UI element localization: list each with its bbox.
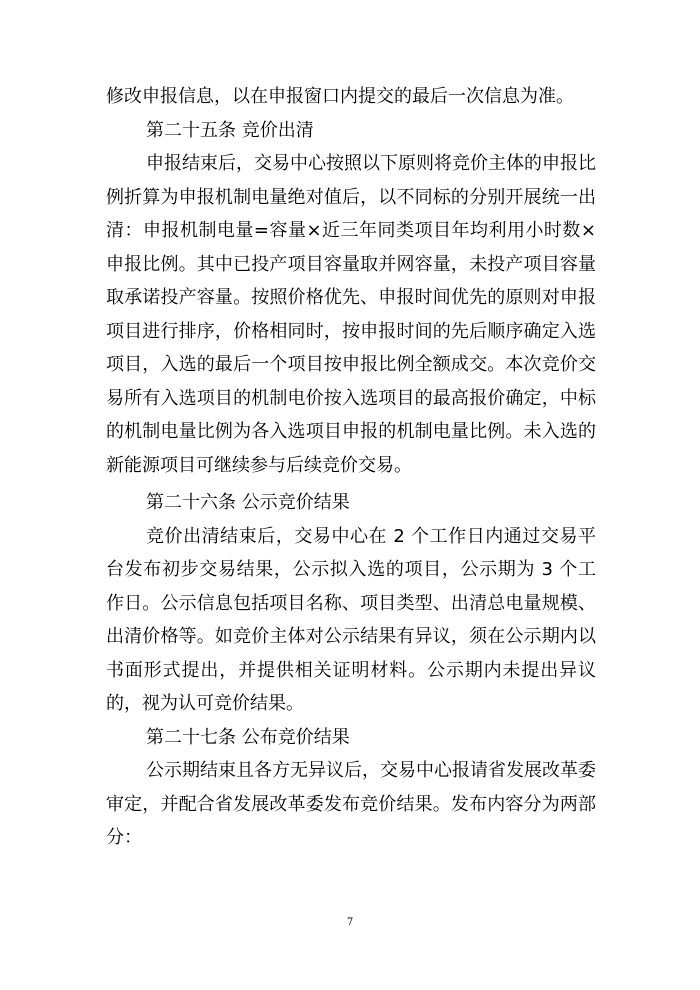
lead-paragraph: 修改申报信息，以在申报窗口内提交的最后一次信息为准。 — [106, 86, 574, 107]
article-27-heading: 第二十七条 公布竞价结果 — [146, 726, 350, 748]
article-26-paragraph: 竞价出清结束后，交易中心在 2 个工作日内通过交易平台发布初步交易结果，公示拟入选的项目，公示期为 3 个工作日。公示信息包括项目名称、项目类型、出清总电量规模、出清价格等。如竞价主体对公示结果有异议，须在公示期内以书面形式提出，并提供相关证明材料。公示期内未提出异议的，视为认可竞价结果。 — [106, 525, 596, 714]
page-number: 7 — [346, 917, 354, 928]
article-27-paragraph: 公示期结束且各方无异议后，交易中心报请省发展改革委审定，并配合省发展改革委发布竞价结果。发布内容分为两部分： — [106, 760, 596, 848]
article-25-heading: 第二十五条 竞价出清 — [146, 119, 314, 141]
article-26-heading: 第二十六条 公示竞价结果 — [146, 492, 350, 513]
article-25-paragraph: 申报结束后，交易中心按照以下原则将竞价主体的申报比例折算为申报机制电量绝对值后，以不同标的分别开展统一出清：申报机制电量=容量×近三年同类项目年均利用小时数×申报比例。其中已投产项目容量取并网容量，未投产项目容量取承诺投产容量。按照价格优先、申报时间优先的原则对申报项目进行排序，价格相同时，按申报时间的先后顺序确定入选项目，入选的最后一个项目按申报比例全额成交。本次竞价交易所有入选项目的机制电价按入选项目的最高报价确定，中标的机制电量比例为各入选项目申报的机制电量比例。未入选的新能源项目可继续参与后续竞价交易。 — [106, 153, 596, 476]
document-body — [106, 80, 596, 855]
